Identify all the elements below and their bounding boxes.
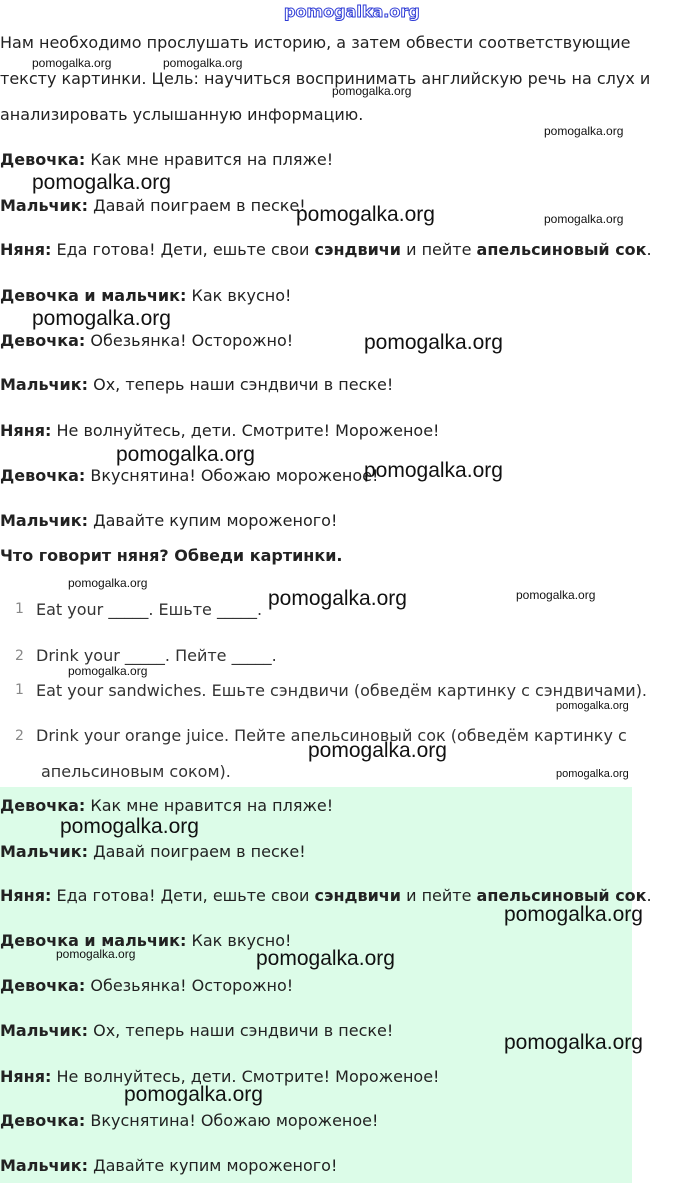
replica: Как вкусно! [191, 931, 292, 950]
task-text: Drink your _____. Пейте _____. [36, 646, 277, 665]
speaker: Мальчик: [0, 1156, 89, 1175]
dialogue-line [0, 286, 291, 306]
bold-word: сэндвичи [314, 240, 401, 259]
speaker: Девочка: [0, 796, 86, 815]
speaker: Мальчик: [0, 842, 89, 861]
speaker: Няня: [0, 240, 52, 259]
replica: Давайте купим мороженого! [93, 511, 338, 530]
replica: Ох, теперь наши сэндвичи в песке! [93, 375, 394, 394]
dialogue-line [0, 421, 439, 441]
speaker: Девочка: [0, 466, 86, 485]
speaker: Девочка: [0, 976, 86, 995]
dialogue-line [0, 796, 333, 816]
answer-text: Eat your sandwiches. Ешьте сэндвичи (обведём картинку с сэндвичами). [36, 681, 648, 700]
speaker: Девочка: [0, 150, 86, 169]
question-heading: Что говорит няня? Обведи картинки. [0, 546, 343, 565]
replica: Не волнуйтесь, дети. Смотрите! Мороженое! [56, 421, 440, 440]
intro-line-1: Нам необходимо прослушать историю, а затем обвести соответствующие [0, 33, 631, 52]
speaker: Девочка: [0, 1111, 86, 1130]
watermark: pomogalka.org [60, 815, 199, 838]
watermark: pomogalka.org [124, 1083, 263, 1106]
replica: Как вкусно! [191, 286, 292, 305]
watermark: pomogalka.org [516, 588, 596, 602]
dialogue-line [0, 931, 291, 951]
watermark: pomogalka.org [364, 459, 503, 482]
answer-text-continued: апельсиновым соком). [41, 762, 231, 781]
replica: Не волнуйтесь, дети. Смотрите! Мороженое! [56, 1067, 440, 1086]
speaker: Девочка: [0, 331, 86, 350]
watermark: pomogalka.org [332, 84, 412, 98]
replica: Как мне нравится на пляже! [90, 796, 334, 815]
watermark: pomogalka.org [256, 947, 395, 970]
bold-word: апельсиновый сок [476, 886, 647, 905]
replica: Давайте купим мороженого! [93, 1156, 338, 1175]
speaker: Няня: [0, 1067, 52, 1086]
watermark: pomogalka.org [116, 443, 255, 466]
answer-number: 1 [15, 682, 24, 698]
replica: Давай поиграем в песке! [93, 196, 306, 215]
speaker: Мальчик: [0, 375, 89, 394]
watermark: pomogalka.org [504, 1031, 643, 1054]
replica: Как мне нравится на пляже! [90, 150, 334, 169]
speaker: Девочка и мальчик: [0, 931, 187, 950]
watermark: pomogalka.org [556, 768, 629, 780]
replica: Давай поиграем в песке! [93, 842, 306, 861]
task-number: 2 [15, 648, 24, 664]
intro-line-3: анализировать услышанную информацию. [0, 105, 364, 124]
watermark: pomogalka.org [32, 171, 171, 194]
replica: Обезьянка! Осторожно! [90, 976, 294, 995]
dialogue-line [0, 331, 293, 351]
watermark: pomogalka.org [544, 212, 624, 226]
replica: Обезьянка! Осторожно! [90, 331, 294, 350]
dialogue-line [0, 976, 293, 996]
task-text: Eat your _____. Ешьте _____. [36, 600, 263, 619]
dialogue-line [0, 466, 378, 486]
replica: и пейте [406, 886, 472, 905]
dialogue-line [0, 842, 306, 862]
task-number: 1 [15, 601, 24, 617]
watermark: pomogalka.org [544, 124, 624, 138]
watermark: pomogalka.org [32, 307, 171, 330]
replica: Вкуснятина! Обожаю мороженое! [90, 466, 379, 485]
replica: Вкуснятина! Обожаю мороженое! [90, 1111, 379, 1130]
dialogue-line [0, 375, 393, 395]
speaker: Мальчик: [0, 1021, 89, 1040]
watermark: pomogalka.org [364, 331, 503, 354]
watermark: pomogalka.org [68, 664, 148, 678]
replica: Еда готова! Дети, ешьте свои [56, 240, 310, 259]
replica: Ох, теперь наши сэндвичи в песке! [93, 1021, 394, 1040]
watermark: pomogalka.org [296, 203, 435, 226]
watermark: pomogalka.org [163, 56, 243, 70]
bold-word: сэндвичи [314, 886, 401, 905]
site-logo: pomogalka.org [284, 2, 420, 21]
speaker: Мальчик: [0, 196, 89, 215]
speaker: Девочка и мальчик: [0, 286, 187, 305]
answer-number: 2 [15, 728, 24, 744]
answer-text: Drink your orange juice. Пейте апельсиновый сок (обведём картинку с [36, 726, 627, 745]
dialogue-line [0, 240, 652, 260]
dialogue-line [0, 150, 333, 170]
bold-word: апельсиновый сок [476, 240, 647, 259]
intro-line-2: тексту картинки. Цель: научиться воспринимать английскую речь на слух и [0, 69, 651, 88]
watermark: pomogalka.org [308, 739, 447, 762]
replica: . [646, 886, 652, 905]
dialogue-line [0, 1111, 378, 1131]
speaker: Няня: [0, 421, 52, 440]
dialogue-line [0, 196, 306, 216]
watermark: pomogalka.org [32, 56, 112, 70]
watermark: pomogalka.org [268, 587, 407, 610]
replica: и пейте [406, 240, 472, 259]
watermark: pomogalka.org [56, 947, 136, 961]
speaker: Няня: [0, 886, 52, 905]
dialogue-line [0, 1156, 337, 1176]
speaker: Мальчик: [0, 511, 89, 530]
watermark: pomogalka.org [556, 700, 629, 712]
watermark: pomogalka.org [68, 576, 148, 590]
replica: Еда готова! Дети, ешьте свои [56, 886, 310, 905]
replica: . [646, 240, 652, 259]
dialogue-line [0, 511, 337, 531]
dialogue-line [0, 1021, 393, 1041]
watermark: pomogalka.org [504, 903, 643, 926]
